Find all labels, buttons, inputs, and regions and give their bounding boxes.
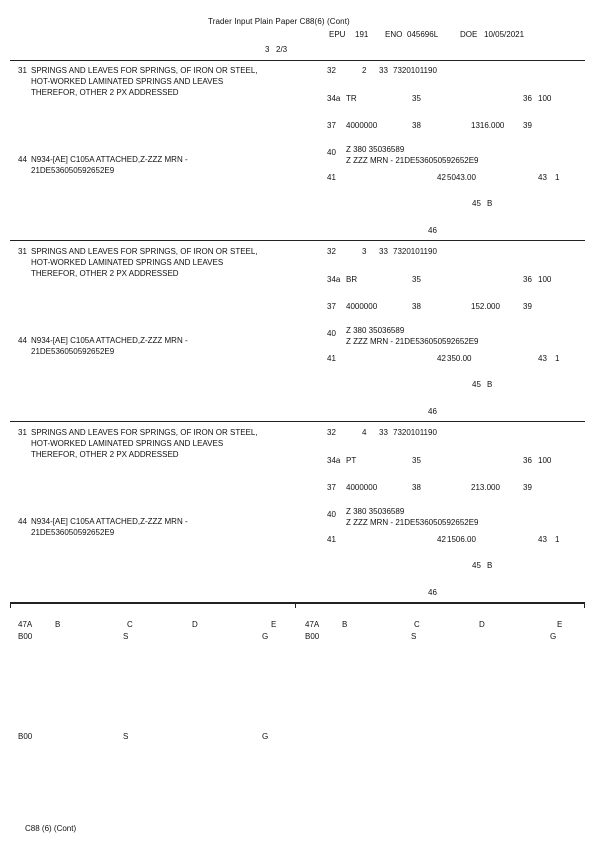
- tax-type-cell: B00: [305, 632, 320, 641]
- additional-info-line: N934-[AE] C105A ATTACHED,Z-ZZZ MRN -: [31, 336, 188, 345]
- doe-label: DOE: [460, 30, 478, 39]
- commodity-code: 7320101190: [393, 66, 437, 75]
- box32-label: 32: [327, 66, 336, 75]
- document-title: Trader Input Plain Paper C88(6) (Cont): [208, 17, 350, 26]
- goods-description-line: HOT-WORKED LAMINATED SPRINGS AND LEAVES: [31, 258, 224, 267]
- valuation-method: 1: [555, 354, 560, 363]
- box34a-label: 34a: [327, 94, 341, 103]
- goods-description-line: SPRINGS AND LEAVES FOR SPRINGS, OF IRON OR STEEL,: [31, 428, 258, 437]
- box44-label: 44: [18, 517, 27, 526]
- tick-mark: [295, 603, 296, 608]
- goods-description-line: THEREFOR, OTHER 2 PX ADDRESSED: [31, 88, 179, 97]
- box32-label: 32: [327, 247, 336, 256]
- goods-description-line: THEREFOR, OTHER 2 PX ADDRESSED: [31, 269, 179, 278]
- valuation-method: 1: [555, 173, 560, 182]
- box39-label: 39: [523, 302, 532, 311]
- procedure-code: 4000000: [346, 483, 378, 492]
- commodity-code: 7320101190: [393, 428, 437, 437]
- tax-col-c-header: C: [414, 620, 420, 629]
- box39-label: 39: [523, 121, 532, 130]
- box35-label: 35: [412, 94, 421, 103]
- tick-mark: [10, 603, 11, 608]
- box45-label: 45: [472, 199, 481, 208]
- tax-base-cell: S: [123, 732, 129, 741]
- box43-label: 43: [538, 173, 547, 182]
- net-mass: 213.000: [471, 483, 500, 492]
- item-number: 2: [362, 66, 367, 75]
- epu-value: 191: [355, 30, 369, 39]
- item-price: 5043.00: [447, 173, 476, 182]
- tax-col-e-header: E: [557, 620, 563, 629]
- doe-value: 10/05/2021: [484, 30, 525, 39]
- box38-label: 38: [412, 302, 421, 311]
- box44-label: 44: [18, 336, 27, 345]
- goods-description-line: SPRINGS AND LEAVES FOR SPRINGS, OF IRON OR STEEL,: [31, 247, 258, 256]
- box44-label: 44: [18, 155, 27, 164]
- epu-label: EPU: [329, 30, 346, 39]
- tax-mp-cell: G: [262, 632, 269, 641]
- box47a-label: 47A: [18, 620, 33, 629]
- box46-label: 46: [428, 588, 437, 597]
- divider: [10, 603, 585, 604]
- tax-base-cell: S: [123, 632, 129, 641]
- country-of-origin: PT: [346, 456, 357, 465]
- item-price: 350.00: [447, 354, 472, 363]
- box45-label: 45: [472, 380, 481, 389]
- box43-label: 43: [538, 354, 547, 363]
- box36-label: 36: [523, 456, 532, 465]
- box40-label: 40: [327, 148, 336, 157]
- goods-description-line: SPRINGS AND LEAVES FOR SPRINGS, OF IRON OR STEEL,: [31, 66, 258, 75]
- tax-col-b-header: B: [342, 620, 348, 629]
- eno-label: ENO: [385, 30, 403, 39]
- additional-info-line: 21DE536050592652E9: [31, 166, 115, 175]
- box42-label: 42: [437, 173, 446, 182]
- box3-value: 2/3: [276, 45, 288, 54]
- box37-label: 37: [327, 302, 336, 311]
- box35-label: 35: [412, 456, 421, 465]
- item-price: 1506.00: [447, 535, 476, 544]
- additional-info-line: N934-[AE] C105A ATTACHED,Z-ZZZ MRN -: [31, 517, 188, 526]
- box40-label: 40: [327, 329, 336, 338]
- box36-label: 36: [523, 94, 532, 103]
- box37-label: 37: [327, 121, 336, 130]
- box41-label: 41: [327, 535, 336, 544]
- box42-label: 42: [437, 535, 446, 544]
- box37-label: 37: [327, 483, 336, 492]
- tax-mp-cell: G: [262, 732, 269, 741]
- box38-label: 38: [412, 121, 421, 130]
- box36-label: 36: [523, 275, 532, 284]
- box46-label: 46: [428, 407, 437, 416]
- item-number: 4: [362, 428, 367, 437]
- divider: [10, 60, 585, 61]
- preference-value: 100: [538, 456, 552, 465]
- goods-description-line: HOT-WORKED LAMINATED SPRINGS AND LEAVES: [31, 439, 224, 448]
- box41-label: 41: [327, 354, 336, 363]
- divider: [10, 421, 585, 422]
- box47a-label: 47A: [305, 620, 320, 629]
- item-number: 3: [362, 247, 367, 256]
- box46-label: 46: [428, 226, 437, 235]
- adjustment-code: B: [487, 380, 493, 389]
- box33-label: 33: [379, 428, 388, 437]
- box34a-label: 34a: [327, 275, 341, 284]
- tax-type-cell: B00: [18, 632, 33, 641]
- country-of-origin: TR: [346, 94, 357, 103]
- previous-document-line: Z ZZZ MRN - 21DE536050592652E9: [346, 518, 479, 527]
- box33-label: 33: [379, 66, 388, 75]
- box38-label: 38: [412, 483, 421, 492]
- previous-document-line: Z 380 35036589: [346, 507, 405, 516]
- tax-col-e-header: E: [271, 620, 277, 629]
- net-mass: 1316.000: [471, 121, 505, 130]
- additional-info-line: 21DE536050592652E9: [31, 347, 115, 356]
- tax-base-cell: S: [411, 632, 417, 641]
- procedure-code: 4000000: [346, 302, 378, 311]
- box34a-label: 34a: [327, 456, 341, 465]
- previous-document-line: Z ZZZ MRN - 21DE536050592652E9: [346, 337, 479, 346]
- form-footer-label: C88 (6) (Cont): [25, 824, 77, 833]
- previous-document-line: Z 380 35036589: [346, 326, 405, 335]
- tax-type-cell: B00: [18, 732, 33, 741]
- tax-col-b-header: B: [55, 620, 61, 629]
- goods-description-line: HOT-WORKED LAMINATED SPRINGS AND LEAVES: [31, 77, 224, 86]
- goods-description-line: THEREFOR, OTHER 2 PX ADDRESSED: [31, 450, 179, 459]
- box31-label: 31: [18, 66, 27, 75]
- tax-mp-cell: G: [550, 632, 557, 641]
- box45-label: 45: [472, 561, 481, 570]
- box31-label: 31: [18, 247, 27, 256]
- adjustment-code: B: [487, 561, 493, 570]
- previous-document-line: Z ZZZ MRN - 21DE536050592652E9: [346, 156, 479, 165]
- adjustment-code: B: [487, 199, 493, 208]
- preference-value: 100: [538, 275, 552, 284]
- box32-label: 32: [327, 428, 336, 437]
- previous-document-line: Z 380 35036589: [346, 145, 405, 154]
- procedure-code: 4000000: [346, 121, 378, 130]
- net-mass: 152.000: [471, 302, 500, 311]
- tax-col-d-header: D: [192, 620, 198, 629]
- additional-info-line: 21DE536050592652E9: [31, 528, 115, 537]
- country-of-origin: BR: [346, 275, 358, 284]
- box39-label: 39: [523, 483, 532, 492]
- preference-value: 100: [538, 94, 552, 103]
- box33-label: 33: [379, 247, 388, 256]
- divider: [10, 240, 585, 241]
- commodity-code: 7320101190: [393, 247, 437, 256]
- box42-label: 42: [437, 354, 446, 363]
- tax-col-d-header: D: [479, 620, 485, 629]
- box35-label: 35: [412, 275, 421, 284]
- box43-label: 43: [538, 535, 547, 544]
- box3-label: 3: [265, 45, 270, 54]
- tax-col-c-header: C: [127, 620, 133, 629]
- tick-mark: [584, 603, 585, 608]
- valuation-method: 1: [555, 535, 560, 544]
- box40-label: 40: [327, 510, 336, 519]
- eno-value: 045696L: [407, 30, 439, 39]
- box31-label: 31: [18, 428, 27, 437]
- additional-info-line: N934-[AE] C105A ATTACHED,Z-ZZZ MRN -: [31, 155, 188, 164]
- box41-label: 41: [327, 173, 336, 182]
